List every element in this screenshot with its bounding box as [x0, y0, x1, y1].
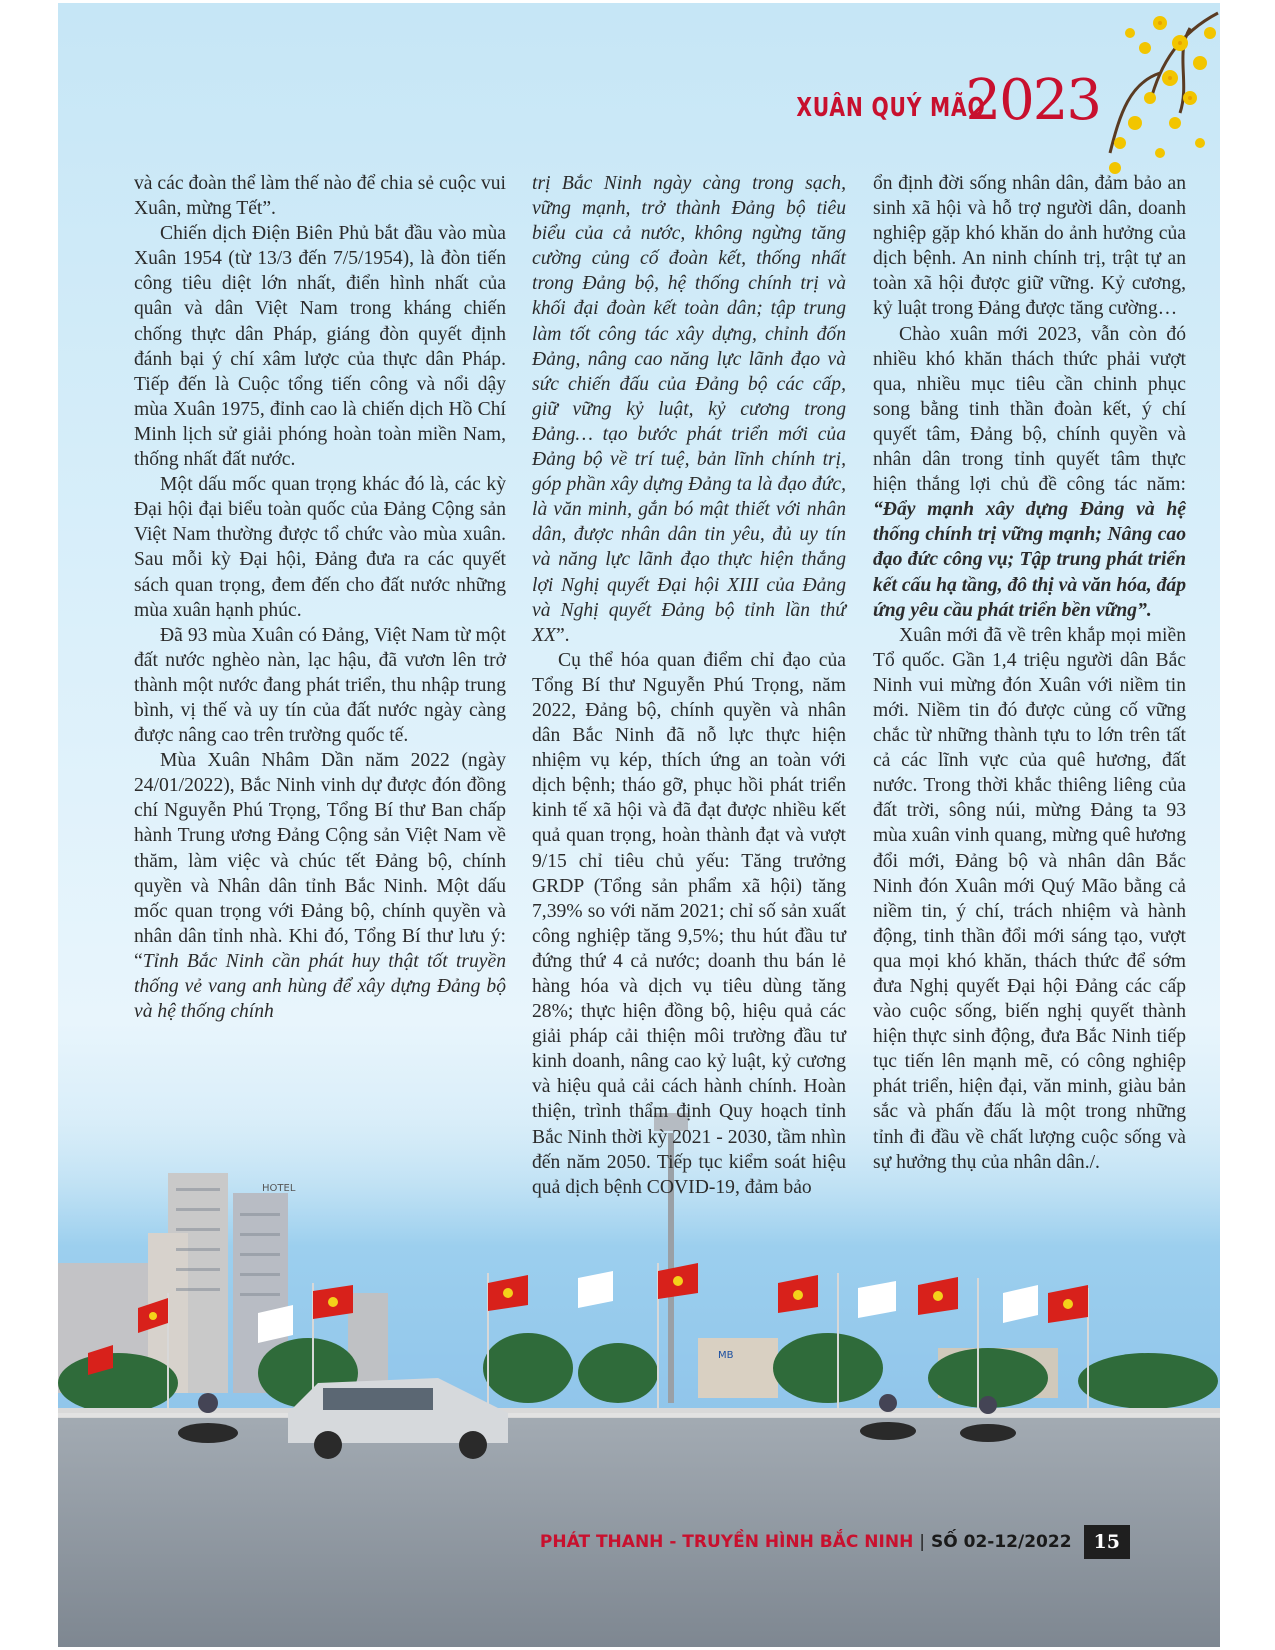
magazine-page — [58, 3, 1220, 1647]
paragraph: Cụ thể hóa quan điểm chỉ đạo của Tổng Bí thư Nguyễn Phú Trọng, năm 2022, Đảng bộ, chính quyền và nhân dân Bắc Ninh đã nỗ lực thực hiện nhiệm vụ kép, thích ứng an toàn với dịch bệnh; tháo gỡ, phục hồi phát triển kinh tế xã hội và đã đạt được nhiều kết quả quan trọng, hoàn thành đạt và vượt 9/15 chỉ tiêu chủ yếu: Tăng trưởng GRDP (Tổng sản phẩm xã hội) tăng 7,39% so với năm 2021; chỉ số sản xuất công nghiệp tăng 9,5%; thu hút đầu tư đứng thứ 4 cả nước; doanh thu bán lẻ hàng hóa và dịch vụ tiêu dùng tăng 28%; thực hiện đồng bộ, hiệu quả các giải pháp cải thiện môi trường đầu tư kinh doanh, nâng cao kỷ luật, kỷ cương và hiệu quả cải cách hành chính. Hoàn thiện, trình thẩm định Quy hoạch tỉnh Bắc Ninh thời kỳ 2021 - 2030, tầm nhìn đến năm 2050. Tiếp tục kiểm soát hiệu quả dịch bệnh COVID-19, đảm bảo — [532, 649, 846, 1198]
paragraph — [134, 748, 506, 1024]
header-year: 2023 — [965, 68, 1100, 133]
paragraph-text: Mùa Xuân Nhâm Dần năm 2022 (ngày 24/01/2022), Bắc Ninh vinh dự được đón đồng chí Nguyễn Phú Trọng, Tổng Bí thư Ban chấp hành Trung ương Đảng Cộng sản Việt Nam về thăm, làm việc và chúc tết Đảng bộ, chính quyền và Nhân dân tỉnh Bắc Ninh. Một dấu mốc quan trọng với Đảng bộ, chính quyền và nhân dân tỉnh nhà. Khi đó, Tổng Bí thư lưu ý: “ — [134, 750, 506, 972]
header-title: XUÂN QUÝ MÃO — [796, 93, 986, 123]
column-2 — [532, 171, 846, 1200]
footer-separator: | — [919, 1532, 926, 1552]
column-3 — [873, 171, 1186, 1175]
publication-name: PHÁT THANH - TRUYỀN HÌNH BẮC NINH — [539, 1532, 914, 1552]
paragraph: Đã 93 mùa Xuân có Đảng, Việt Nam từ một đất nước nghèo nàn, lạc hậu, đã vươn lên trở thành một nước đang phát triển, thu nhập trung bình, vị thế và uy tín của đất nước ngày càng được nâng cao trên trường quốc tế. — [134, 624, 506, 747]
hotel-sign: HOTEL — [262, 1183, 296, 1194]
page-number: 15 — [1084, 1525, 1130, 1559]
paragraph: Một dấu mốc quan trọng khác đó là, các kỳ Đại hội đại biểu toàn quốc của Đảng Cộng sản Việt Nam thường được tổ chức vào mùa xuân. Sau mỗi kỳ Đại hội, Đảng đưa ra các quyết sách quan trọng, đem đến cho đất nước những mùa xuân hạnh phúc. — [134, 474, 506, 621]
column-1 — [134, 171, 506, 1024]
paragraph — [532, 171, 846, 648]
paragraph — [873, 322, 1186, 623]
quote-italic: trị Bắc Ninh ngày càng trong sạch, vững mạnh, trở thành Đảng bộ tiêu biểu của cả nước, không ngừng tăng cường củng cố đoàn kết, thống nhất trong Đảng bộ, hệ thống chính trị và khối đại đoàn kết toàn dân; tập trung làm tốt công tác xây dựng, chỉnh đốn Đảng, nâng cao năng lực lãnh đạo và sức chiến đấu của Đảng bộ các cấp, giữ vững kỷ luật, kỷ cương trong Đảng… tạo bước phát triển mới của Đảng bộ về trí tuệ, bản lĩnh chính trị, góp phần xây dựng Đảng ta là đạo đức, là văn minh, gắn bó mật thiết với nhân dân, được nhân dân tin yêu, đủ uy tín và năng lực lãnh đạo thực hiện thắng lợi Nghị quyết Đại hội XIII của Đảng và Nghị quyết Đảng bộ tỉnh lần thứ XX — [532, 173, 846, 646]
quote-italic: Tỉnh Bắc Ninh cần phát huy thật tốt truyền thống vẻ vang anh hùng để xây dựng Đảng bộ và hệ thống chính — [134, 950, 506, 1023]
theme-quote-bold: “Đẩy mạnh xây dựng Đảng và hệ thống chính trị vững mạnh; Nâng cao đạo đức công vụ; Tập trung phát triển kết cấu hạ tầng, đô thị và văn hóa, đáp ứng yêu cầu phát triển bền vững”. — [873, 499, 1186, 621]
paragraph: và các đoàn thể làm thế nào để chia sẻ cuộc vui Xuân, mừng Tết”. — [134, 173, 506, 220]
paragraph: Xuân mới đã về trên khắp mọi miền Tổ quốc. Gần 1,4 triệu người dân Bắc Ninh vui mừng đón Xuân với niềm tin mới. Niềm tin đó được củng cố vững chắc từ những thành tựu to lớn trên tất cả các lĩnh vực của quê hương, đất nước. Trong thời khắc thiêng liêng của đất trời, sông núi, mừng Đảng ta 93 mùa xuân vinh quang, mừng quê hương đổi mới, Đảng bộ và nhân dân Bắc Ninh đón Xuân mới Quý Mão bằng cả niềm tin, ý chí, trách nhiệm và hành động, tinh thần đổi mới sáng tạo, vượt qua mọi khó khăn, thách thức để sớm đưa Nghị quyết Đại hội Đảng các cấp vào cuộc sống, biến nghị quyết thành hiện thực sinh động, đưa Bắc Ninh tiếp tục tiến lên mạnh mẽ, có công nghiệp phát triển, hiện đại, văn minh, giàu bản sắc và phấn đấu là một trong những tỉnh đi đầu về chất lượng cuộc sống và sự hưởng thụ của nhân dân./. — [873, 624, 1186, 1173]
bank-sign: MB — [718, 1350, 734, 1361]
paragraph-text: Chào xuân mới 2023, vẫn còn đó nhiều khó khăn thách thức phải vượt qua, nhiều mục tiêu cần chinh phục song bằng tinh thần đoàn kết, ý chí quyết tâm, Đảng bộ, chính quyền và nhân dân trong tỉnh quyết tâm thực hiện thắng lợi chủ đề công tác năm: — [873, 323, 1186, 496]
issue-number: SỐ 02-12/2022 — [931, 1532, 1072, 1552]
quote-end: ”. — [555, 624, 570, 646]
issue-header — [743, 68, 1100, 133]
page-footer — [540, 1525, 1130, 1559]
paragraph: ổn định đời sống nhân dân, đảm bảo an sinh xã hội và hỗ trợ người dân, doanh nghiệp gặp khó khăn do ảnh hưởng của dịch bệnh. An ninh chính trị, trật tự an toàn xã hội được giữ vững. Kỷ cương, kỷ luật trong Đảng được tăng cường… — [873, 173, 1186, 320]
paragraph: Chiến dịch Điện Biên Phủ bắt đầu vào mùa Xuân 1954 (từ 13/3 đến 7/5/1954), là đòn tiến công tiêu diệt lớn nhất, điển hình nhất của quân và dân Việt Nam trong kháng chiến chống thực dân Pháp, giáng đòn quyết định đánh bại ý chí xâm lược của thực dân Pháp. Tiếp đến là Cuộc tổng tiến công và nổi dậy mùa Xuân 1975, đỉnh cao là chiến dịch Hồ Chí Minh lịch sử giải phóng hoàn toàn miền Nam, thống nhất đất nước. — [134, 223, 506, 471]
